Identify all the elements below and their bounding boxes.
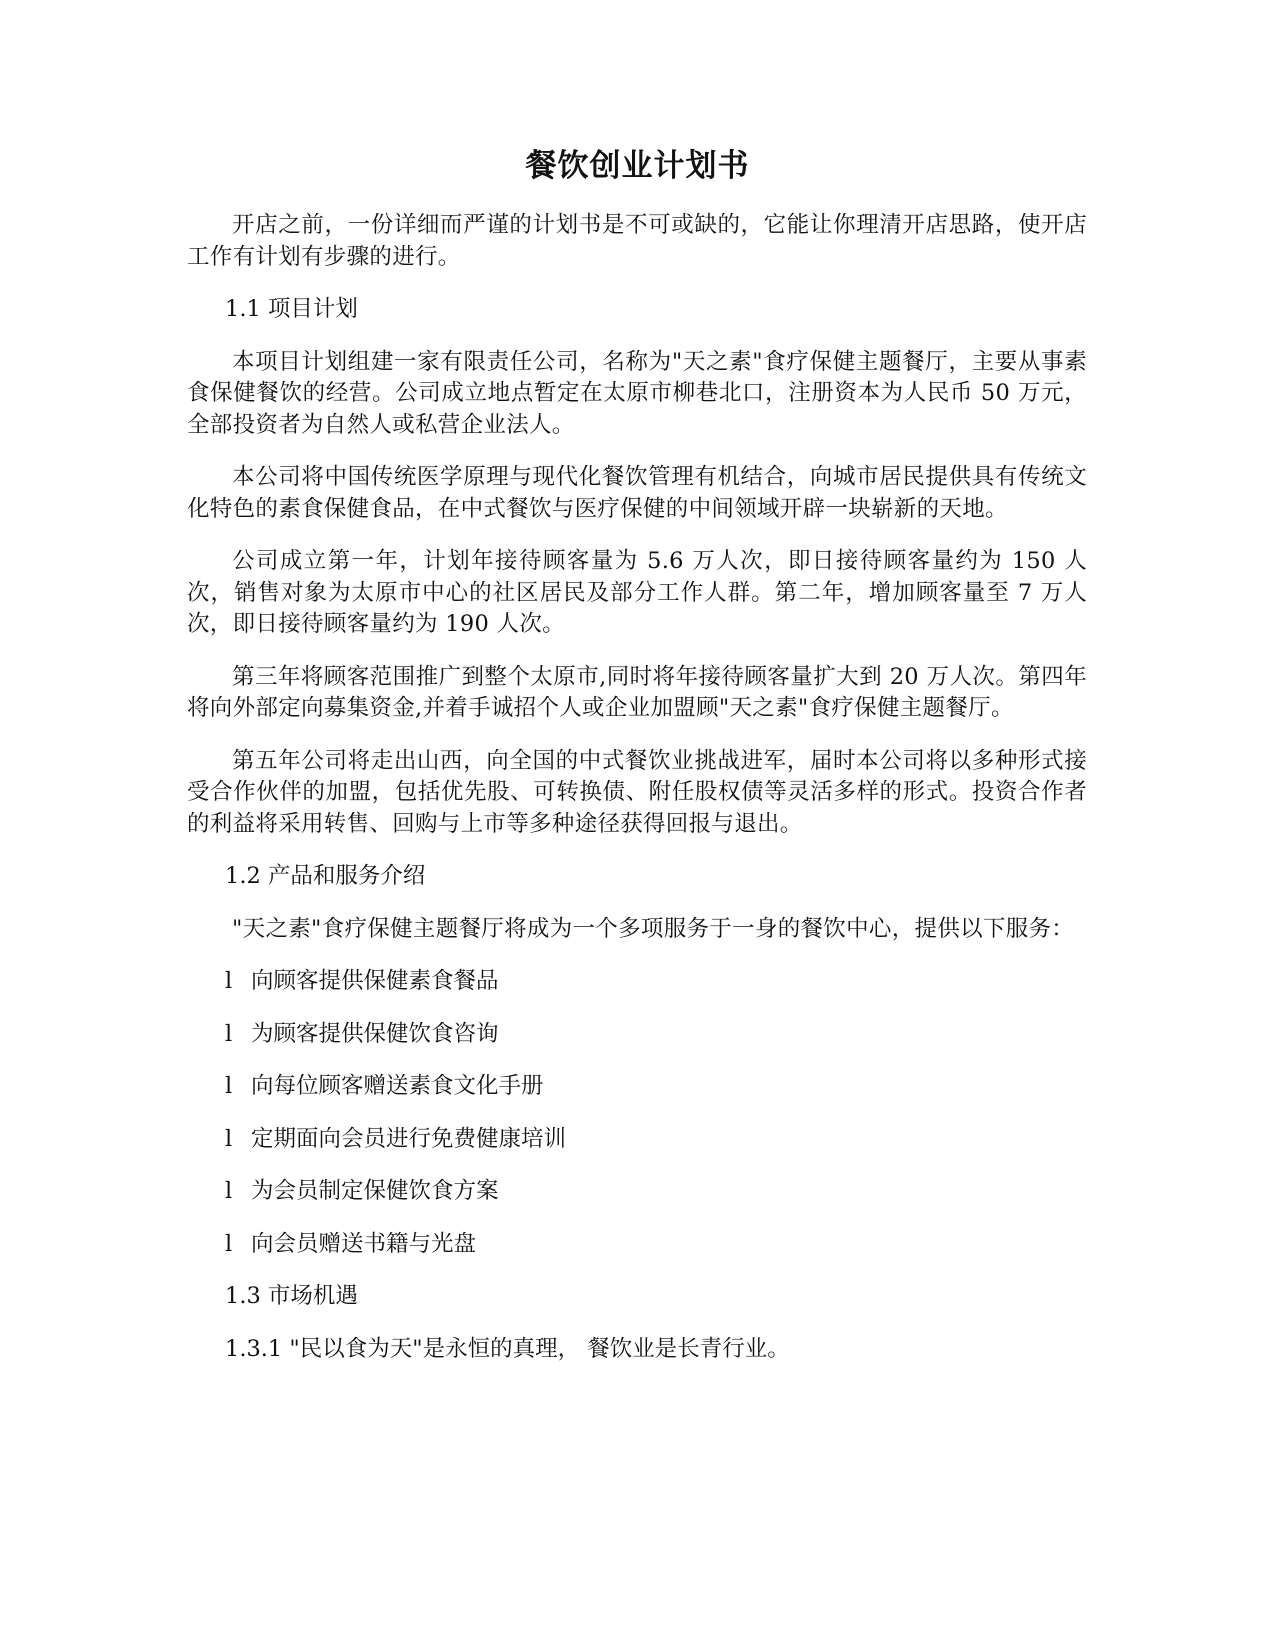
list-marker: l xyxy=(225,968,233,994)
list-item xyxy=(187,1124,1087,1156)
project-paragraph-1: 本项目计划组建一家有限责任公司，名称为"天之素"食疗保健主题餐厅，主要从事素食保健餐饮的经营。公司成立地点暂定在太原市柳巷北口，注册资本为人民币 50 万元，全部投资者为自然人或私营企业法人。 xyxy=(187,348,1087,438)
list-item xyxy=(187,966,1087,998)
project-paragraph-2: 本公司将中国传统医学原理与现代化餐饮管理有机结合，向城市居民提供具有传统文化特色的素食保健食品，在中式餐饮与医疗保健的中间领域开辟一块崭新的天地。 xyxy=(187,464,1087,522)
list-item-text: 向每位顾客赠送素食文化手册 xyxy=(251,1073,544,1099)
project-paragraph-5: 第五年公司将走出山西，向全国的中式餐饮业挑战进军，届时本公司将以多种形式接受合作伙伴的加盟，包括优先股、可转换债、附任股权债等灵活多样的形式。投资合作者的利益将采用转售、回购与上市等多种途径获得回报与退出。 xyxy=(187,747,1087,837)
list-item-text: 为顾客提供保健饮食咨询 xyxy=(251,1020,499,1047)
list-marker: l xyxy=(225,1073,233,1099)
list-item xyxy=(187,1176,1087,1208)
list-item-text: 为会员制定保健饮食方案 xyxy=(251,1178,499,1204)
list-item xyxy=(187,1229,1087,1261)
list-marker: l xyxy=(225,1020,233,1047)
project-paragraph-3: 公司成立第一年，计划年接待顾客量为 5.6 万人次，即日接待顾客量约为 150 人次，销售对象为太原市中心的社区居民及部分工作人群。第二年，增加顾客量至 7 万人次，即日接待顾客量约为 190 人次。 xyxy=(187,548,1087,637)
intro-paragraph: 开店之前，一份详细而严谨的计划书是不可或缺的，它能让你理清开店思路，使开店工作有计划有步骤的进行。 xyxy=(187,212,1087,270)
document-title: 餐饮创业计划书 xyxy=(525,148,750,184)
list-marker: l xyxy=(225,1125,233,1152)
list-item-text: 定期面向会员进行免费健康培训 xyxy=(251,1125,567,1152)
sub-heading-1-3-1: 1.3.1 "民以食为天"是永恒的真理， 餐饮业是长青行业。 xyxy=(225,1335,790,1362)
list-item-text: 向会员赠送书籍与光盘 xyxy=(251,1230,477,1257)
project-paragraph-4: 第三年将顾客范围推广到整个太原市,同时将年接待顾客量扩大到 20 万人次。第四年将向外部定向募集资金,并着手诚招个人或企业加盟顾"天之素"食疗保健主题餐厅。 xyxy=(187,663,1087,721)
list-item-text: 向顾客提供保健素食餐品 xyxy=(251,968,499,994)
services-intro-paragraph: "天之素"食疗保健主题餐厅将成为一个多项服务于一身的餐饮中心，提供以下服务： xyxy=(232,915,1075,942)
list-marker: l xyxy=(225,1178,233,1204)
document-body xyxy=(187,210,1087,1386)
section-heading-1-3: 1.3 市场机遇 xyxy=(225,1283,358,1309)
section-heading-1-1: 1.1 项目计划 xyxy=(225,296,358,322)
list-item xyxy=(187,1019,1087,1051)
list-marker: l xyxy=(225,1230,233,1257)
list-item xyxy=(187,1071,1087,1103)
section-heading-1-2: 1.2 产品和服务介绍 xyxy=(225,863,426,889)
